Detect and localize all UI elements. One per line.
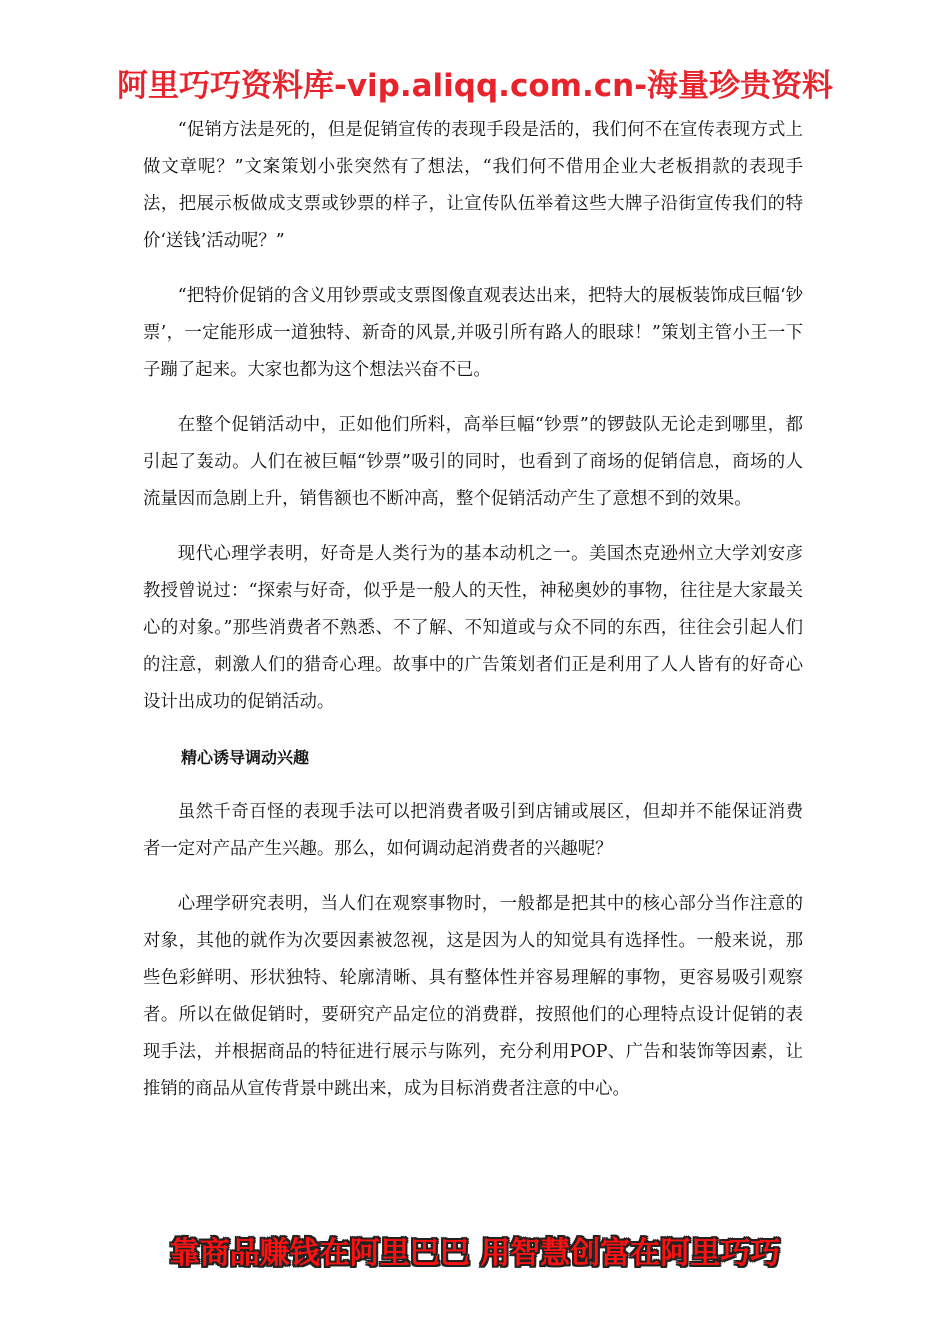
footer-banner: 靠商品赚钱在阿里巴巴 用智慧创富在阿里巧巧 — [169, 1236, 781, 1271]
header-banner: 阿里巧巧资料库-vip.aliqq.com.cn-海量珍贵资料 — [116, 68, 834, 104]
paragraph-5: 虽然千奇百怪的表现手法可以把消费者吸引到店铺或展区，但却并不能保证消费者一定对产品产生兴趣。那么，如何调动起消费者的兴趣呢？ — [143, 802, 803, 859]
paragraph-1: “促销方法是死的，但是促销宣传的表现手段是活的，我们何不在宣传表现方式上做文章呢？”文案策划小张突然有了想法，“我们何不借用企业大老板捐款的表现手法，把展示板做成支票或钞票的样子，让宣传队伍举着这些大牌子沿街宣传我们的特价‘送钱’活动呢？” — [143, 120, 803, 251]
paragraph-3: 在整个促销活动中，正如他们所料，高举巨幅“钞票”的锣鼓队无论走到哪里，都引起了轰动。人们在被巨幅“钞票”吸引的同时，也看到了商场的促销信息，商场的人流量因而急剧上升，销售额也不断冲高，整个促销活动产生了意想不到的效果。 — [143, 415, 803, 509]
section-heading: 精心诱导调动兴趣 — [181, 748, 310, 767]
paragraph-4: 现代心理学表明，好奇是人类行为的基本动机之一。美国杰克逊州立大学刘安彦教授曾说过：“探索与好奇，似乎是一般人的天性，神秘奥妙的事物，往往是大家最关心的对象。”那些消费者不熟悉、不了解、不知道或与众不同的东西，往往会引起人们的注意，刺激人们的猎奇心理。故事中的广告策划者们正是利用了人人皆有的好奇心设计出成功的促销活动。 — [143, 544, 803, 712]
paragraph-2: “把特价促销的含义用钞票或支票图像直观表达出来，把特大的展板装饰成巨幅‘钞票’，一定能形成一道独特、新奇的风景,并吸引所有路人的眼球！”策划主管小王一下子蹦了起来。大家也都为这个想法兴奋不已。 — [143, 286, 803, 380]
paragraph-6: 心理学研究表明，当人们在观察事物时，一般都是把其中的核心部分当作注意的对象，其他的就作为次要因素被忽视，这是因为人的知觉具有选择性。一般来说，那些色彩鲜明、形状独特、轮廓清晰、具有整体性并容易理解的事物，更容易吸引观察者。所以在做促销时，要研究产品定位的消费群，按照他们的心理特点设计促销的表现手法，并根据商品的特征进行展示与陈列，充分利用POP、广告和装饰等因素，让推销的商品从宣传背景中跳出来，成为目标消费者注意的中心。 — [143, 894, 803, 1099]
document-body — [143, 112, 803, 1108]
